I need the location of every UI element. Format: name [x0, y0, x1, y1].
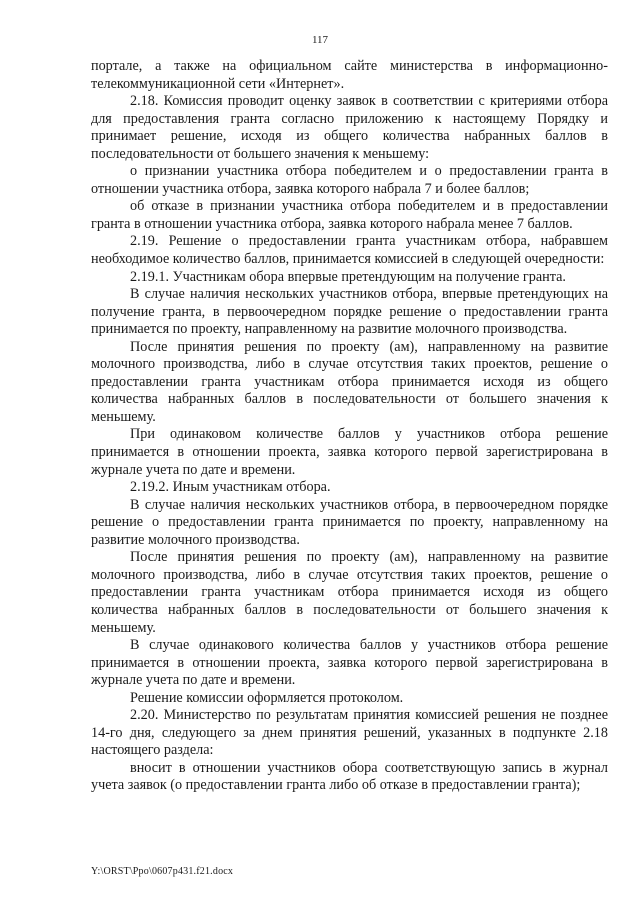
paragraph: После принятия решения по проекту (ам), направленному на развитие молочного производства, либо в случае отсутствия таких проектов, решение о предоставлении гранта участникам отбора принимается исходя из общего количества набранных баллов в последовательности от большего значения к меньшему.	[91, 338, 608, 425]
paragraph: В случае наличия нескольких участников отбора, впервые претендующих на получение гранта, в первоочередном порядке решение о предоставлении гранта принимается по проекту, направленному на развитие молочного производства.	[91, 286, 608, 338]
paragraph: 2.19.1. Участникам обора впервые претендующим на получение гранта.	[130, 268, 566, 285]
paragraph: 2.18. Комиссия проводит оценку заявок в соответствии с критериями отбора для предоставления гранта согласно приложению к настоящему Порядку и принимает решение, исходя из общего количества набранных баллов в последовательности от большего значения к меньшему:	[91, 93, 608, 162]
paragraph: портале, а также на официальном сайте министерства в информационно-телекоммуникационной сети «Интернет».	[91, 58, 608, 92]
paragraph: вносит в отношении участников обора соответствующую запись в журнал учета заявок (о предоставлении гранта либо об отказе в предоставлении гранта);	[91, 759, 608, 794]
paragraph: 2.19. Решение о предоставлении гранта участникам отбора, набравшем необходимое количество баллов, принимается комиссией в следующей очередности:	[91, 233, 608, 268]
paragraph: В случае одинакового количества баллов у участников отбора решение принимается в отношении проекта, заявка которого первой зарегистрирована в журнале учета по дате и времени.	[91, 637, 608, 689]
paragraph: После принятия решения по проекту (ам), направленному на развитие молочного производства, либо в случае отсутствия таких проектов, решение о предоставлении гранта участникам отбора принимается исходя из общего количества набранных баллов в последовательности от большего значения к меньшему.	[91, 549, 608, 636]
paragraph: об отказе в признании участника отбора победителем и в предоставлении гранта в отношении участника отбора, заявка которого набрала менее 7 баллов.	[91, 198, 608, 232]
document-body	[91, 58, 608, 795]
paragraph: При одинаковом количестве баллов у участников отбора решение принимается в отношении проекта, заявка которого первой зарегистрирована в журнале учета по дате и времени.	[91, 426, 608, 478]
footer-file-path: Y:\ORST\Ppo\0607p431.f21.docx	[91, 866, 234, 877]
paragraph: 2.19.2. Иным участникам отбора.	[130, 479, 331, 496]
paragraph: о признании участника отбора победителем и о предоставлении гранта в отношении участника отбора, заявка которого набрала 7 и более баллов;	[91, 163, 608, 197]
paragraph: В случае наличия нескольких участников отбора, в первоочередном порядке решение о предоставлении гранта принимается по проекту, направленному на развитие молочного производства.	[91, 496, 608, 548]
paragraph: 2.20. Министерство по результатам принятия комиссией решения не позднее 14-го дня, следующего за днем принятия решений, указанных в подпункте 2.18 настоящего раздела:	[91, 707, 608, 759]
paragraph: Решение комиссии оформляется протоколом.	[130, 689, 404, 706]
page-number: 117	[311, 34, 329, 46]
